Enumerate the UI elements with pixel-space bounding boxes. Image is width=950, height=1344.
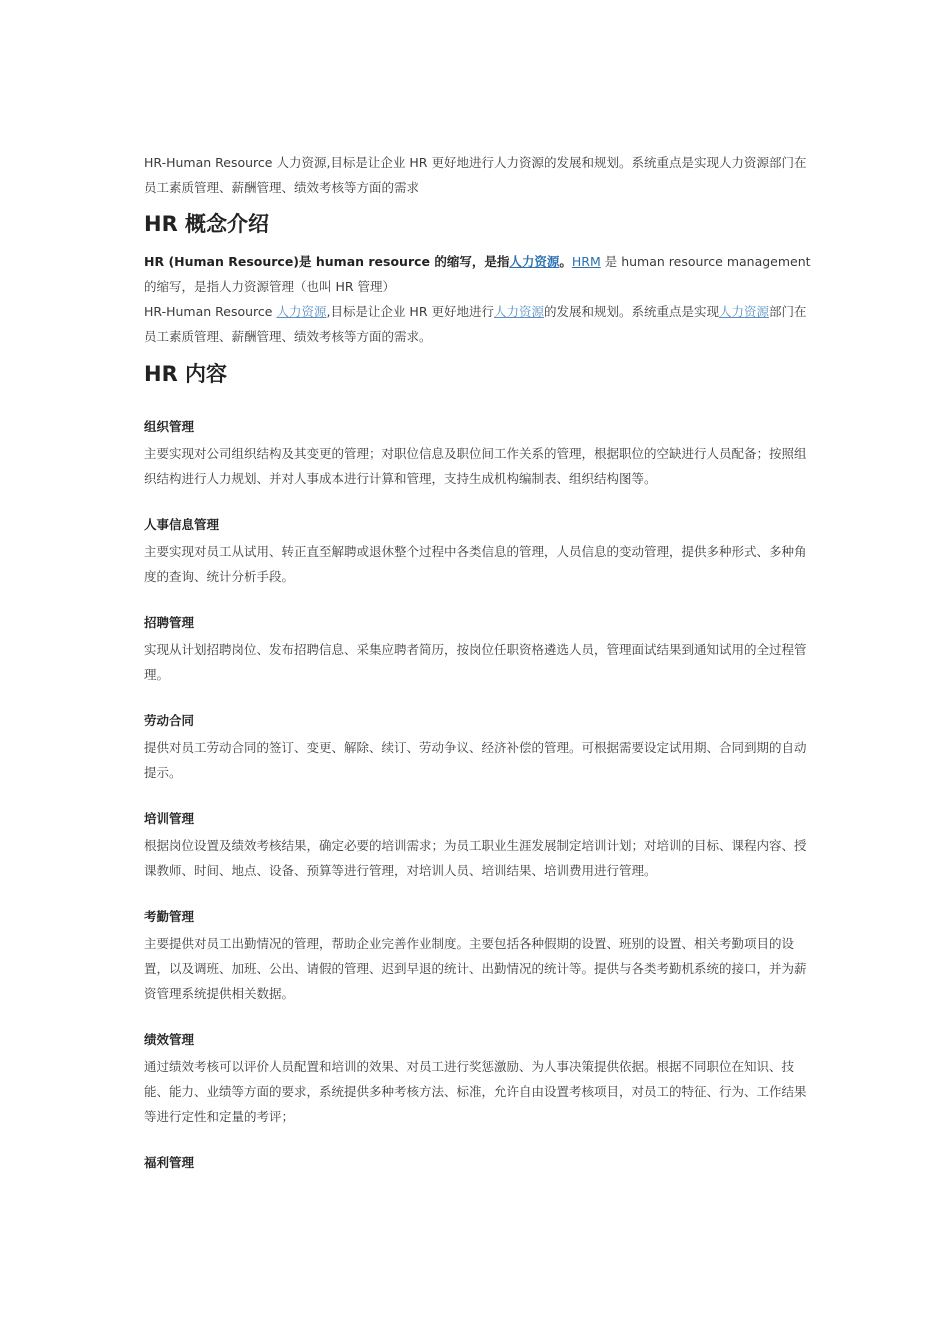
section-title: 绩效管理: [144, 1032, 195, 1047]
section-title: 招聘管理: [144, 615, 195, 630]
concept-p2-text-2: ,目标是让企业 HR 更好地进行: [326, 304, 494, 319]
section-body: 提供对员工劳动合同的签订、变更、解除、续订、劳动争议、经济补偿的管理。可根据需要设定试用期、合同到期的自动提示。: [144, 740, 807, 780]
section-body: 通过绩效考核可以评价人员配置和培训的效果、对员工进行奖惩激励、为人事决策提供依据。根据不同职位在知识、技能、能力、业绩等方面的要求，系统提供多种考核方法、标准，允许自由设置考核项目，对员工的特征、行为、工作结果等进行定性和定量的考评；: [144, 1059, 807, 1124]
concept-bold-end: 。: [559, 254, 572, 269]
human-resource-link-2[interactable]: 人力资源: [276, 304, 327, 319]
section-performance: [144, 1030, 812, 1129]
section-org-management: [144, 417, 812, 491]
concept-paragraph-1: [144, 249, 812, 299]
concept-p2-text-1: HR-Human Resource: [144, 304, 277, 319]
concept-p2-text-4: 部门在员工素质管理、薪酬管理、绩效考核等方面的需求。: [144, 304, 807, 344]
section-attendance: [144, 907, 812, 1006]
section-title: 培训管理: [144, 811, 195, 826]
section-body: 主要实现对员工从试用、转正直至解聘或退休整个过程中各类信息的管理，人员信息的变动管理，提供多种形式、多种角度的查询、统计分析手段。: [144, 544, 807, 584]
section-body: 主要实现对公司组织结构及其变更的管理；对职位信息及职位间工作关系的管理，根据职位的空缺进行人员配备；按照组织结构进行人力规划、并对人事成本进行计算和管理，支持生成机构编制表、组织结构图等。: [144, 446, 807, 486]
section-title: 福利管理: [144, 1155, 195, 1170]
section-title: 人事信息管理: [144, 517, 220, 532]
section-title: 考勤管理: [144, 909, 195, 924]
section-training: [144, 809, 812, 883]
human-resource-link-3[interactable]: 人力资源: [493, 304, 544, 319]
section-labor-contract: [144, 711, 812, 785]
hrm-link[interactable]: HRM: [571, 254, 601, 269]
section-body: 根据岗位设置及绩效考核结果，确定必要的培训需求；为员工职业生涯发展制定培训计划；对培训的目标、课程内容、授课教师、时间、地点、设备、预算等进行管理，对培训人员、培训结果、培训费用进行管理。: [144, 838, 807, 878]
intro-paragraph: HR-Human Resource 人力资源,目标是让企业 HR 更好地进行人力资源的发展和规划。系统重点是实现人力资源部门在员工素质管理、薪酬管理、绩效考核等方面的需求: [144, 155, 807, 195]
concept-rest-text: 是 human resource management 的缩写，是指人力资源管理（也叫 HR 管理）: [144, 254, 811, 294]
section-title: 组织管理: [144, 419, 195, 434]
content-heading: HR 内容: [144, 362, 228, 386]
section-personnel-info: [144, 515, 812, 589]
concept-p2-text-3: 的发展和规划。系统重点是实现: [544, 304, 720, 319]
document-page: [144, 150, 812, 1197]
section-body: 实现从计划招聘岗位、发布招聘信息、采集应聘者简历，按岗位任职资格遴选人员，管理面试结果到通知试用的全过程管理。: [144, 642, 807, 682]
human-resource-link-4[interactable]: 人力资源: [719, 304, 770, 319]
content-sections: [144, 417, 812, 1173]
human-resource-link[interactable]: 人力资源: [509, 254, 560, 269]
concept-paragraph-2: [144, 299, 812, 349]
concept-heading: HR 概念介绍: [144, 212, 270, 236]
section-welfare: [144, 1153, 812, 1173]
section-body: 主要提供对员工出勤情况的管理，帮助企业完善作业制度。主要包括各种假期的设置、班别的设置、相关考勤项目的设置，以及调班、加班、公出、请假的管理、迟到早退的统计、出勤情况的统计等。提供与各类考勤机系统的接口，并为薪资管理系统提供相关数据。: [144, 936, 807, 1001]
section-recruitment: [144, 613, 812, 687]
section-title: 劳动合同: [144, 713, 195, 728]
concept-bold-text: HR (Human Resource)是 human resource 的缩写，是指: [144, 254, 510, 269]
